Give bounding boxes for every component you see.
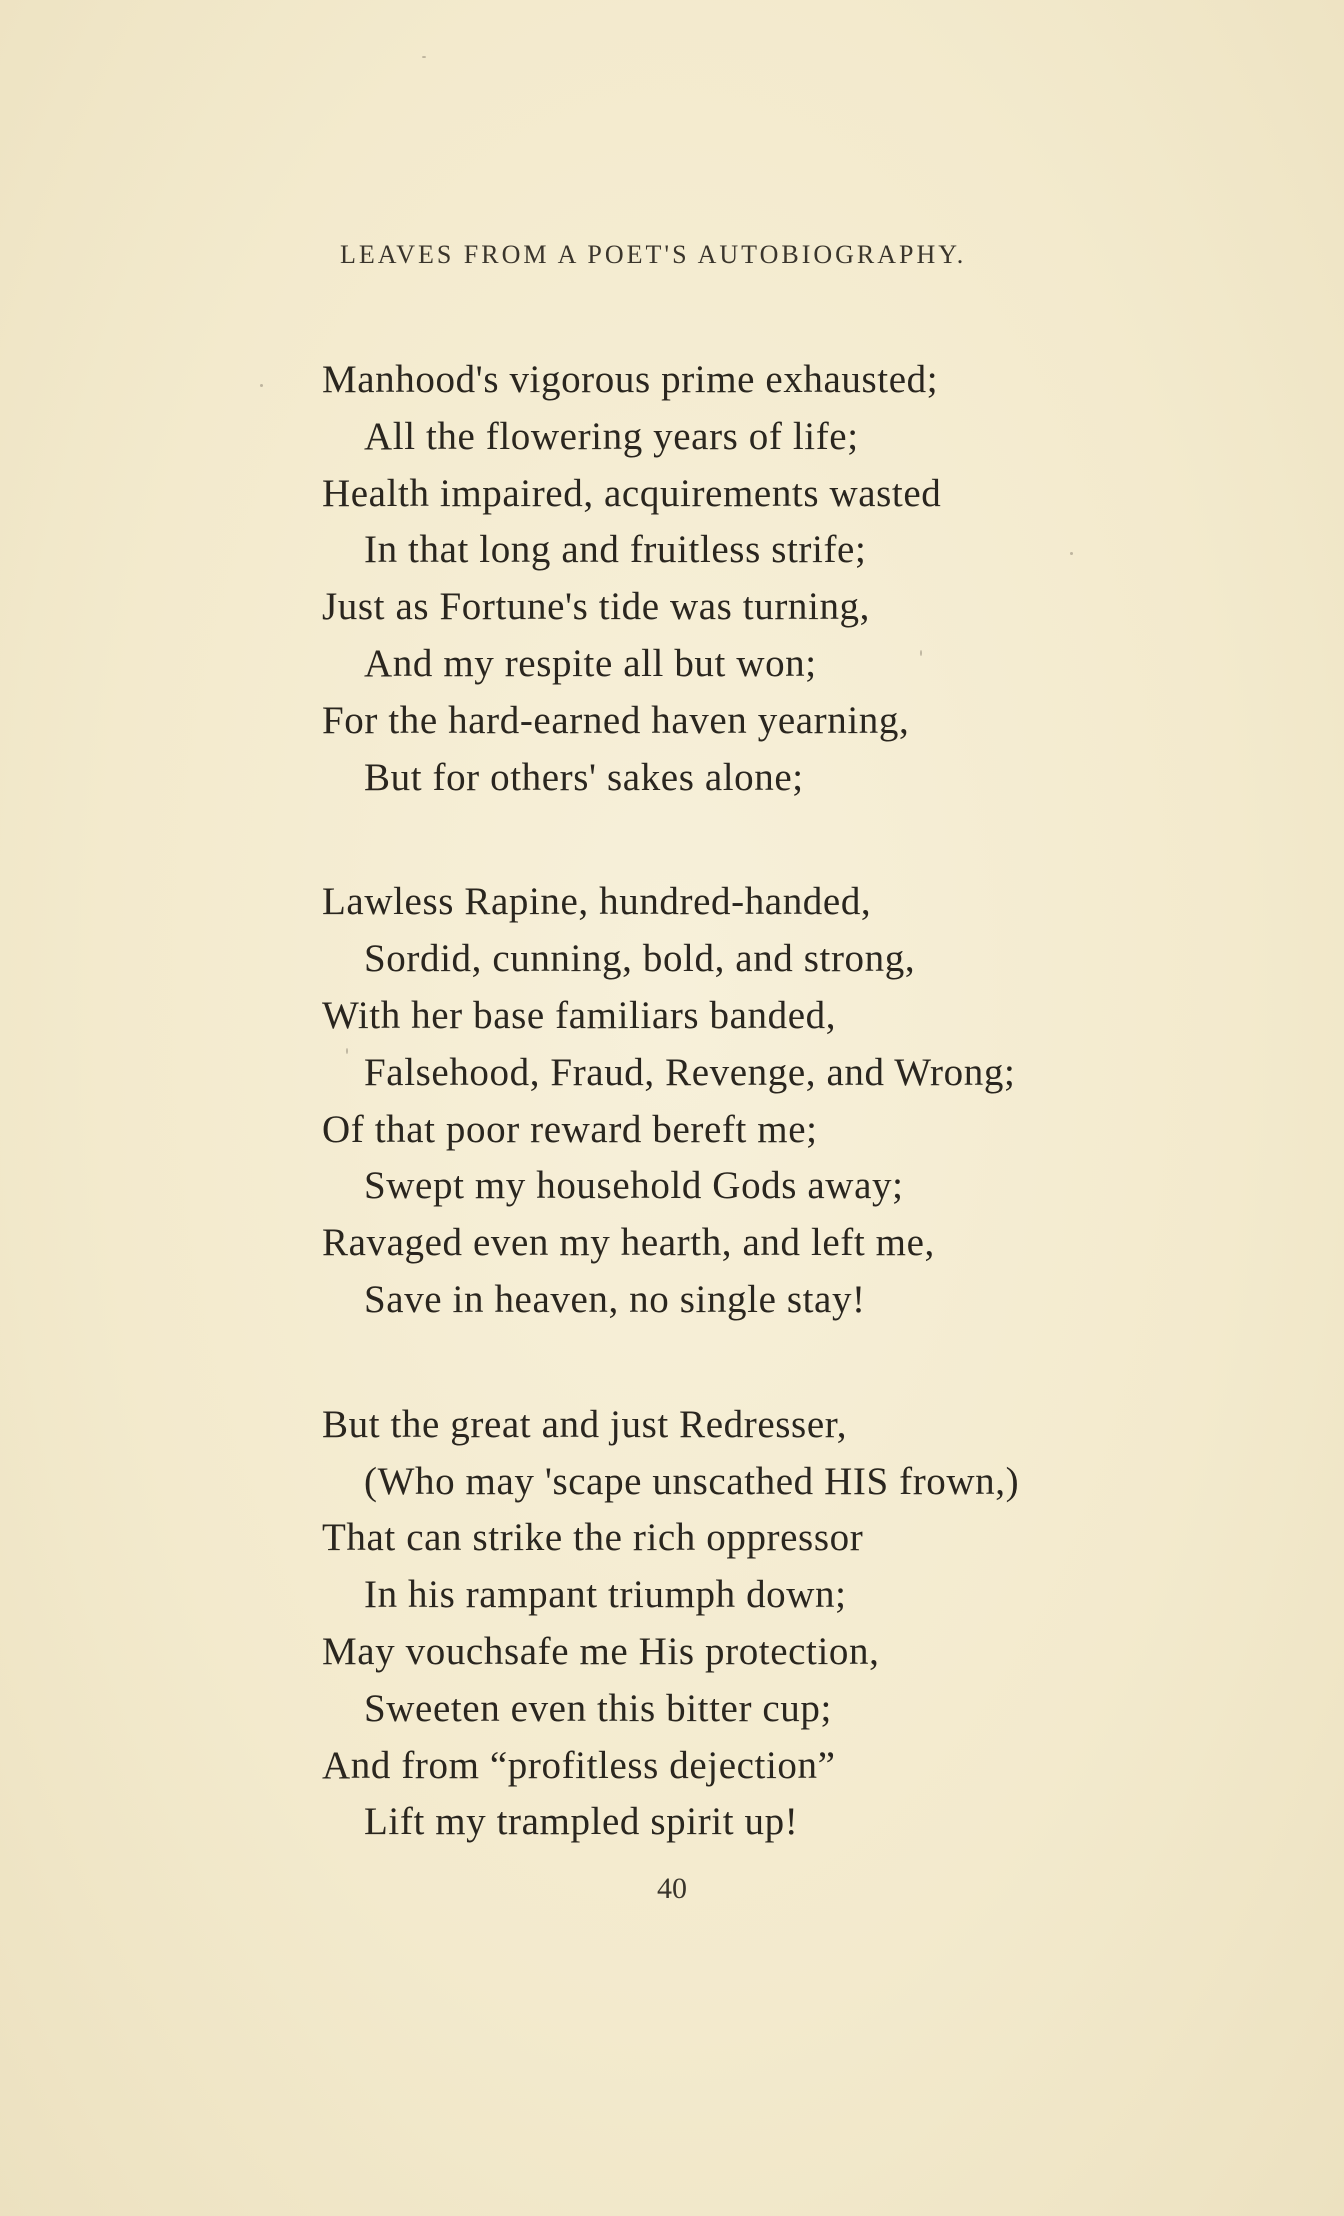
poem-line: Sweeten even this bitter cup; [364, 1686, 832, 1730]
poem [322, 352, 1142, 1919]
poem-line: With her base familiars banded, [322, 993, 837, 1037]
paper-speck [422, 56, 426, 58]
running-head: LEAVES FROM A POET'S AUTOBIOGRAPHY. [340, 240, 967, 269]
poem-line: For the hard-earned haven yearning, [322, 698, 910, 742]
paper-speck [920, 650, 922, 656]
poem-line: Swept my household Gods away; [364, 1164, 904, 1208]
stanza [322, 1397, 1142, 1851]
poem-line: In that long and fruitless strife; [364, 528, 867, 572]
poem-line: Save in heaven, no single stay! [364, 1277, 866, 1321]
paper-speck [1070, 552, 1073, 555]
stanza [322, 352, 1142, 806]
poem-line: Health impaired, acquirements wasted [322, 471, 942, 515]
poem-line: And from “profitless dejection” [322, 1743, 836, 1787]
poem-line: Lift my trampled spirit up! [364, 1800, 799, 1844]
poem-line: And my respite all but won; [364, 641, 817, 685]
poem-line: Ravaged even my hearth, and left me, [322, 1221, 935, 1265]
page-number: 40 [657, 1872, 687, 1905]
paper-speck [260, 384, 263, 387]
poem-line: Of that poor reward bereft me; [322, 1107, 818, 1151]
poem-line: Falsehood, Fraud, Revenge, and Wrong; [364, 1050, 1016, 1094]
poem-line: Sordid, cunning, bold, and strong, [364, 937, 916, 981]
poem-line: (Who may 'scape unscathed HIS frown,) [364, 1459, 1020, 1503]
paper-speck [346, 1048, 348, 1054]
poem-line: May vouchsafe me His protection, [322, 1629, 880, 1673]
stanza [322, 874, 1142, 1328]
poem-line: Just as Fortune's tide was turning, [322, 585, 870, 629]
poem-line: That can strike the rich oppressor [322, 1516, 864, 1560]
poem-line: But for others' sakes alone; [364, 755, 804, 799]
poem-line: Manhood's vigorous prime exhausted; [322, 358, 939, 401]
poem-line: Lawless Rapine, hundred-handed, [322, 880, 872, 924]
poem-line: All the flowering years of life; [364, 414, 859, 458]
poem-line: In his rampant triumph down; [364, 1573, 847, 1617]
poem-line: But the great and just Redresser, [322, 1402, 848, 1446]
